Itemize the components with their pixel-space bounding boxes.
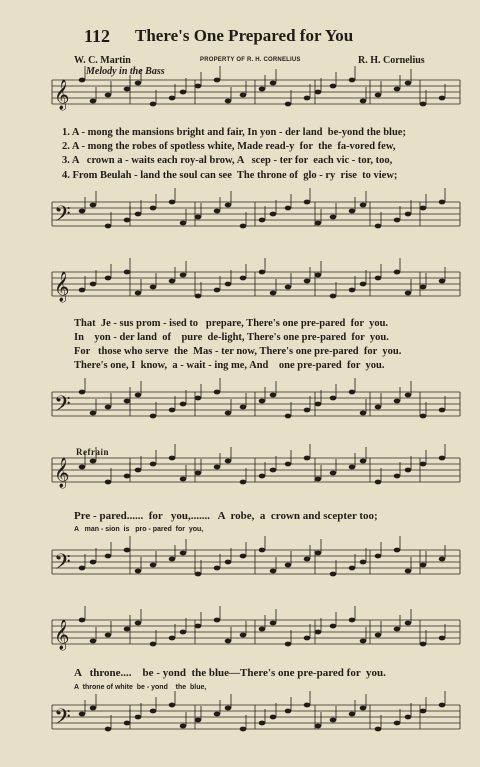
note-head [259, 87, 266, 92]
note-head [315, 724, 322, 729]
note-head [180, 477, 187, 482]
note-head [330, 471, 337, 476]
note-head [439, 703, 446, 708]
note-head [439, 557, 446, 562]
note-head [79, 465, 86, 470]
note-head [169, 96, 176, 101]
note-head [285, 285, 292, 290]
note-head [135, 291, 142, 296]
note-head [375, 727, 382, 732]
note-head [349, 618, 356, 623]
note-head [330, 718, 337, 723]
note-head [304, 279, 311, 284]
note-head [304, 200, 311, 205]
verse-line-3: 3. A crown a - waits each roy-al brow, A scep - ter for each vic - tor, too, [62, 155, 393, 166]
note-head [225, 639, 232, 644]
note-head [405, 715, 412, 720]
note-head [304, 96, 311, 101]
note-head [270, 468, 277, 473]
note-head [225, 459, 232, 464]
note-head [225, 99, 232, 104]
treble-clef-icon: 𝄞 [54, 80, 70, 110]
note-head [195, 471, 202, 476]
verse-line-1: 1. A - mong the mansions bright and fair, In yon - der land be-yond the blue; [62, 127, 406, 138]
note-head [405, 393, 412, 398]
note-head [394, 87, 401, 92]
note-head [420, 285, 427, 290]
note-head [240, 633, 247, 638]
note-head [105, 276, 112, 281]
hymn-title: There's One Prepared for You [135, 26, 354, 45]
note-head [90, 99, 97, 104]
note-head [375, 480, 382, 485]
note-head [79, 209, 86, 214]
note-head [259, 627, 266, 632]
note-head [150, 285, 157, 290]
note-head [150, 206, 157, 211]
note-head [270, 569, 277, 574]
verse-line-2: 2. A - mong the robes of spotless white, Made read-y for the fa-vored few, [62, 141, 396, 152]
note-head [330, 294, 337, 299]
note-head [79, 78, 86, 83]
note-head [225, 560, 232, 565]
note-head [169, 408, 176, 413]
note-head [259, 218, 266, 223]
note-head [420, 102, 427, 107]
melody-note: Melody in the Bass [86, 66, 165, 77]
note-head [304, 703, 311, 708]
note-head [349, 566, 356, 571]
note-head [439, 408, 446, 413]
note-head [214, 288, 221, 293]
note-head [169, 200, 176, 205]
note-head [360, 411, 367, 416]
note-head [240, 480, 247, 485]
note-head [270, 291, 277, 296]
note-head [105, 554, 112, 559]
note-head [405, 291, 412, 296]
note-head [214, 465, 221, 470]
note-head [285, 642, 292, 647]
note-head [330, 215, 337, 220]
note-head [124, 721, 131, 726]
note-head [214, 618, 221, 623]
note-head [259, 721, 266, 726]
note-head [315, 477, 322, 482]
note-head [240, 276, 247, 281]
note-head [349, 78, 356, 83]
note-head [304, 456, 311, 461]
verse-end-line-4: There's one, I know, a - wait - ing me, And one pre-pared for you. [74, 360, 385, 371]
note-head [420, 709, 427, 714]
note-head [214, 712, 221, 717]
note-head [90, 203, 97, 208]
verse-end-line-1: That Je - sus prom - ised to prepare, There's one pre-pared for you. [74, 318, 389, 329]
note-head [195, 624, 202, 629]
note-head [304, 636, 311, 641]
note-head [375, 633, 382, 638]
note-head [349, 288, 356, 293]
note-head [240, 224, 247, 229]
note-head [349, 712, 356, 717]
note-head [105, 405, 112, 410]
note-head [150, 642, 157, 647]
note-head [315, 630, 322, 635]
note-head [394, 399, 401, 404]
note-head [90, 560, 97, 565]
note-head [270, 715, 277, 720]
note-head [330, 572, 337, 577]
note-head [180, 221, 187, 226]
note-head [360, 560, 367, 565]
note-head [180, 551, 187, 556]
note-head [225, 706, 232, 711]
note-head [360, 99, 367, 104]
note-head [79, 618, 86, 623]
note-head [240, 405, 247, 410]
note-head [135, 621, 142, 626]
note-head [169, 456, 176, 461]
refrain-line-2: A throne.... be - yond the blue—There's one pre-pared for you. [74, 667, 386, 679]
note-head [360, 459, 367, 464]
note-head [150, 102, 157, 107]
note-head [394, 270, 401, 275]
note-head [360, 282, 367, 287]
refrain-label: Refrain [76, 447, 109, 457]
note-head [439, 200, 446, 205]
verse-line-4: 4. From Beulah - land the soul can see The throne of glo - ry rise to view; [62, 170, 398, 181]
note-head [259, 474, 266, 479]
note-head [135, 393, 142, 398]
note-head [259, 399, 266, 404]
verse-end-line-3: For those who serve the Mas - ter now, There's one pre-pared for you. [74, 346, 402, 357]
note-head [124, 399, 131, 404]
note-head [135, 81, 142, 86]
note-head [150, 563, 157, 568]
note-head [195, 294, 202, 299]
note-head [135, 212, 142, 217]
note-head [285, 102, 292, 107]
note-head [439, 456, 446, 461]
bass-clef-icon: 𝄢 [54, 202, 71, 232]
note-head [195, 718, 202, 723]
note-head [195, 84, 202, 89]
note-head [90, 459, 97, 464]
note-head [169, 636, 176, 641]
refrain-echo-2: A throne of white be - yond the blue, [74, 684, 207, 691]
note-head [394, 548, 401, 553]
note-head [420, 462, 427, 467]
note-head [124, 270, 131, 275]
treble-clef-icon: 𝄞 [54, 620, 70, 650]
note-head [225, 203, 232, 208]
note-head [180, 402, 187, 407]
note-head [225, 282, 232, 287]
note-head [195, 215, 202, 220]
note-head [180, 630, 187, 635]
note-head [124, 474, 131, 479]
refrain-line-1: Pre - pared...... for you,....... A robe, a crown and scepter too; [74, 510, 378, 522]
note-head [315, 221, 322, 226]
note-head [360, 639, 367, 644]
note-head [394, 474, 401, 479]
note-head [375, 93, 382, 98]
note-head [420, 414, 427, 419]
note-head [79, 566, 86, 571]
note-head [105, 727, 112, 732]
note-head [405, 569, 412, 574]
hymn-number: 112 [84, 26, 111, 46]
bass-clef-icon: 𝄢 [54, 550, 71, 580]
note-head [405, 212, 412, 217]
note-head [214, 390, 221, 395]
note-head [169, 557, 176, 562]
note-head [214, 209, 221, 214]
note-head [135, 715, 142, 720]
note-head [105, 93, 112, 98]
treble-clef-icon: 𝄞 [54, 272, 70, 302]
note-head [240, 93, 247, 98]
note-head [360, 706, 367, 711]
note-head [124, 218, 131, 223]
bass-clef-icon: 𝄢 [54, 392, 71, 422]
note-head [315, 90, 322, 95]
note-head [195, 572, 202, 577]
note-head [240, 727, 247, 732]
note-head [225, 411, 232, 416]
note-head [349, 465, 356, 470]
copyright-notice: PROPERTY OF R. H. CORNELIUS [200, 57, 301, 63]
note-head [105, 633, 112, 638]
bass-clef-icon: 𝄢 [54, 705, 71, 735]
note-head [90, 282, 97, 287]
note-head [304, 557, 311, 562]
note-head [394, 627, 401, 632]
note-head [315, 551, 322, 556]
note-head [375, 554, 382, 559]
note-head [330, 84, 337, 89]
note-head [375, 224, 382, 229]
note-head [439, 636, 446, 641]
note-head [180, 90, 187, 95]
note-head [270, 393, 277, 398]
note-head [315, 273, 322, 278]
note-head [135, 468, 142, 473]
note-head [270, 81, 277, 86]
note-head [79, 288, 86, 293]
note-head [169, 703, 176, 708]
note-head [394, 218, 401, 223]
note-head [169, 279, 176, 284]
note-head [105, 480, 112, 485]
composer-credit: R. H. Cornelius [358, 55, 425, 66]
note-head [285, 462, 292, 467]
note-head [180, 273, 187, 278]
note-head [240, 554, 247, 559]
treble-clef-icon: 𝄞 [54, 458, 70, 488]
note-head [394, 721, 401, 726]
note-head [420, 563, 427, 568]
note-head [214, 566, 221, 571]
note-head [420, 642, 427, 647]
note-head [124, 548, 131, 553]
note-head [315, 402, 322, 407]
note-head [285, 709, 292, 714]
note-head [259, 548, 266, 553]
note-head [420, 206, 427, 211]
note-head [349, 209, 356, 214]
note-head [195, 396, 202, 401]
note-head [79, 390, 86, 395]
note-head [285, 414, 292, 419]
note-head [270, 621, 277, 626]
note-head [124, 87, 131, 92]
note-head [105, 224, 112, 229]
note-head [304, 408, 311, 413]
note-head [360, 203, 367, 208]
note-head [405, 81, 412, 86]
note-head [405, 621, 412, 626]
verse-end-line-2: In yon - der land of pure de-light, There's one pre-pared for you. [74, 332, 389, 343]
note-head [349, 390, 356, 395]
note-head [375, 405, 382, 410]
note-head [330, 624, 337, 629]
note-head [180, 724, 187, 729]
note-head [150, 709, 157, 714]
note-head [90, 706, 97, 711]
note-head [405, 468, 412, 473]
note-head [150, 462, 157, 467]
note-head [375, 276, 382, 281]
note-head [270, 212, 277, 217]
lyricist-credit: W. C. Martin [74, 55, 131, 66]
note-head [214, 78, 221, 83]
note-head [285, 206, 292, 211]
note-head [150, 414, 157, 419]
note-head [285, 563, 292, 568]
note-head [330, 396, 337, 401]
note-head [90, 639, 97, 644]
note-head [124, 627, 131, 632]
note-head [135, 569, 142, 574]
note-head [259, 270, 266, 275]
note-head [439, 96, 446, 101]
note-head [439, 279, 446, 284]
refrain-echo-1: A man - sion is pro - pared for you, [74, 526, 204, 533]
note-head [79, 712, 86, 717]
note-head [90, 411, 97, 416]
